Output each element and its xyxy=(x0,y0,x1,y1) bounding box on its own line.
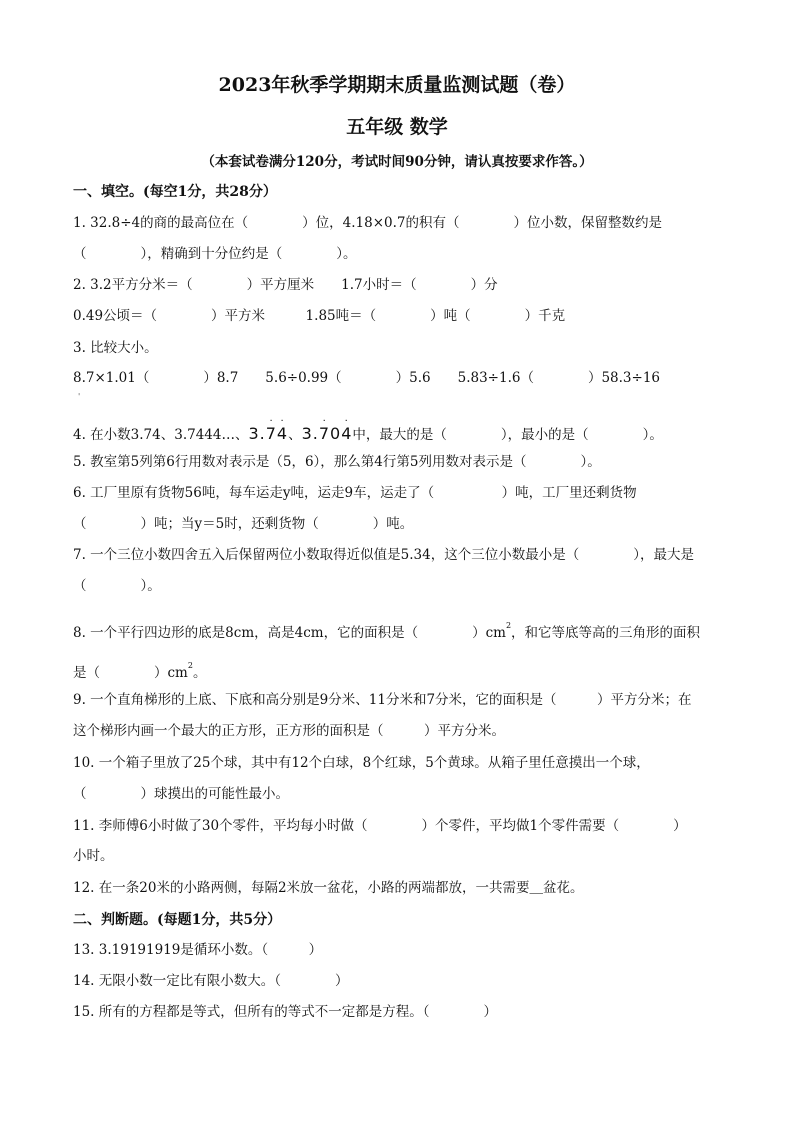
question-4-suffix: 中，最大的是（ ），最小的是（ ）。 xyxy=(352,427,663,443)
repeat-dot-icon: · xyxy=(344,416,349,427)
question-6-line-2: （ ）吨；当y＝5时，还剩货物（ ）吨。 xyxy=(73,516,414,532)
question-15: 15. 所有的方程都是等式，但所有的等式不一定都是方程。（ ） xyxy=(73,1004,498,1020)
unit-cm: cm xyxy=(485,625,506,641)
question-8-text: 8. 一个平行四边形的底是8cm，高是4cm，它的面积是（ ） xyxy=(73,625,486,641)
repeat-dot-icon: · xyxy=(322,416,327,427)
question-9-line-1: 9. 一个直角梯形的上底、下底和高分别是9分米、11分米和7分米，它的面积是（ ）平方分米；在 xyxy=(73,692,692,708)
question-8-line-1 xyxy=(73,616,700,643)
question-7-line-2: （ ）。 xyxy=(73,578,161,594)
question-5: 5. 教室第5列第6行用数对表示是（5，6），那么第4行第5列用数对表示是（ ）。 xyxy=(73,454,601,470)
repeating-decimal-2 xyxy=(301,416,353,444)
repeat-dot-icon: · xyxy=(269,416,274,427)
repeating-decimal-1 xyxy=(248,416,289,444)
exam-note: （本套试卷满分120分，考试时间90分钟，请认真按要求作答。） xyxy=(201,154,593,170)
question-1-line-2: （ ），精确到十分位约是（ ）。 xyxy=(73,246,357,262)
question-8-line-2 xyxy=(73,656,206,683)
question-11-line-1: 11. 李师傅6小时做了30个零件，平均每小时做（ ）个零件，平均做1个零件需要（ ） xyxy=(73,818,687,834)
question-2-line-2: 0.49公顷＝（ ）平方米 1.85吨＝（ ）吨（ ）千克 xyxy=(73,308,566,324)
unit-exponent: 2 xyxy=(505,621,512,630)
question-3: 3. 比较大小。 xyxy=(73,340,158,356)
question-8-end: 。 xyxy=(192,665,207,681)
repeat-dot-icon: · xyxy=(280,416,285,427)
question-10-line-1: 10. 一个箱子里放了25个球，其中有12个白球，8个红球，5个黄球。从箱子里任意摸出一个球， xyxy=(73,755,650,771)
stray-mark: ' xyxy=(78,392,81,401)
section-1-heading: 一、填空。(每空1分，共28分） xyxy=(73,184,277,200)
exam-subtitle: 五年级 数学 xyxy=(346,116,448,138)
question-9-line-2: 这个梯形内画一个最大的正方形，正方形的面积是（ ）平方分米。 xyxy=(73,723,505,739)
exam-title: 2023年秋季学期期末质量监测试题（卷） xyxy=(218,74,576,96)
question-4-separator: 、 xyxy=(288,427,302,443)
repeating-decimal-2-text: 3.704 xyxy=(301,424,353,443)
question-2-line-1: 2. 3.2平方分米＝（ ）平方厘米 1.7小时＝（ ）分 xyxy=(73,277,498,293)
question-12: 12. 在一条20米的小路两侧，每隔2米放一盆花，小路的两端都放，一共需要＿盆花。 xyxy=(73,880,584,896)
question-4 xyxy=(73,416,663,445)
question-14: 14. 无限小数一定比有限小数大。（ ） xyxy=(73,973,349,989)
question-10-line-2: （ ）球摸出的可能性最小。 xyxy=(73,786,289,802)
question-8-continuation: ，和它等底等高的三角形的面积 xyxy=(511,625,701,641)
unit-cm: cm xyxy=(167,665,188,681)
question-3-items: 8.7×1.01（ ）8.7 5.6÷0.99（ ）5.6 5.83÷1.6（ ）58.3÷16 xyxy=(73,370,661,386)
question-4-prefix: 4. 在小数3.74、3.7444…、 xyxy=(73,427,249,443)
unit-exponent: 2 xyxy=(187,661,193,670)
question-1-line-1: 1. 32.8÷4的商的最高位在（ ）位，4.18×0.7的积有（ ）位小数，保留整数约是 xyxy=(73,215,662,231)
question-7-line-1: 7. 一个三位小数四舍五入后保留两位小数取得近似值是5.34，这个三位小数最小是（ ），最大是 xyxy=(73,547,694,563)
question-13: 13. 3.19191919是循环小数。（ ） xyxy=(73,942,323,958)
repeating-decimal-1-text: 3.74 xyxy=(248,424,289,443)
question-6-line-1: 6. 工厂里原有货物56吨，每车运走y吨，运走9车，运走了（ ）吨，工厂里还剩货物 xyxy=(73,485,637,501)
question-8-line-2-text: 是（ ） xyxy=(73,665,168,681)
question-11-line-2: 小时。 xyxy=(73,848,114,864)
section-2-heading: 二、判断题。(每题1分，共5分） xyxy=(73,912,282,928)
